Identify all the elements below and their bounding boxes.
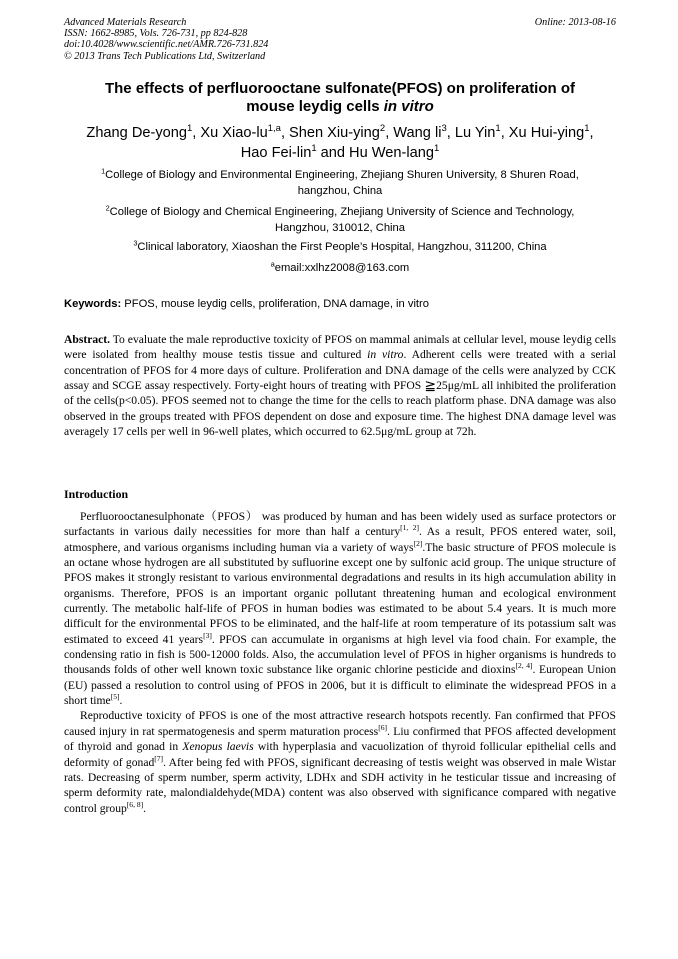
online-date: Online: 2013-08-16 — [534, 17, 616, 28]
intro-text: . European Union (EU) passed a resolution to control using of PFOS in 2006, but it is difficult to eliminate the widespread PFOS in a short time — [64, 663, 616, 708]
intro-text: . PFOS can accumulate in organisms at high level via food chain. For example, the condensing ratio in fish is 500-12000 folds. Also, the accumulation level of PFOS in higher organisms is hundreds to thousands folds of other well known toxic substance like organic chlorine pesticide and dioxins — [64, 632, 616, 677]
author-name: , Lu Yin — [446, 125, 496, 141]
author-name: Zhang De-yong — [86, 125, 188, 141]
author-name: , Shen Xiu-ying — [280, 125, 380, 141]
species-italic: Xenopus laevis — [182, 740, 254, 754]
keywords — [64, 297, 624, 312]
citation: [7] — [154, 753, 164, 763]
author-sup: 1 — [311, 142, 317, 154]
author-sup: 2 — [379, 123, 386, 135]
author-sup: 1 — [584, 123, 590, 135]
affiliation-sup: 2 — [105, 203, 110, 213]
abstract-text: 25μg/mL all inhibited the proliferation of the cells(p<0.05). PFOS seemed not to change the time for the cells to reach platform phase. DNA damage was also observed in the groups treated with PFOS dependent on dose and exposure time. The highest DNA damage level was averagely 17 cells per well in 96-well plates, which occurred to 62.5μg/mL group at 72h. — [64, 379, 616, 439]
title-line-2 — [64, 98, 616, 116]
affiliation-2 — [64, 205, 616, 236]
author-line-1 — [50, 124, 630, 144]
title-in-vitro: in vitro — [383, 98, 434, 115]
citation: [2, 4] — [515, 661, 533, 671]
affiliation-text: Clinical laboratory, Xiaoshan the First People’s Hospital, Hangzhou, 311200, China — [137, 241, 547, 253]
author-name: , Xu Hui-ying — [500, 125, 585, 141]
author-sup: 1,a — [267, 123, 281, 135]
citation: [6] — [378, 722, 387, 732]
contact-email — [64, 261, 616, 277]
author-separator: , — [589, 125, 594, 141]
citation: [5] — [110, 692, 120, 702]
affiliation-sup: 1 — [101, 166, 106, 176]
intro-text: Reproductive toxicity of PFOS is one of the most attractive research hotspots recently. Fan confirmed that PFOS caused injury in rat spermatogenesis and sperm maturation process — [64, 709, 616, 738]
affiliation-1 — [64, 168, 616, 199]
author-sup: 1 — [495, 123, 501, 135]
introduction-body — [64, 509, 616, 816]
keywords-text: PFOS, mouse leydig cells, proliferation, DNA damage, in vitro — [121, 298, 429, 310]
abstract-text: . Adherent cells were treated with a serial concentration of PFOS for 4 more days of culture. Proliferation and DNA damage of the cells were analyzed by CCK assay and SCGE assay respectively. Forty-eight hours of treating with PFOS — [64, 348, 617, 393]
affiliation-text: Hangzhou, 310012, China — [274, 221, 405, 234]
abstract — [64, 332, 616, 439]
abstract-text: To evaluate the male reproductive toxicity of PFOS on mammal animals at cellular level, mouse leydig cells were isolated from healthy mouse testis tissue and cultured — [64, 333, 616, 362]
author-name: and Hu Wen-lang — [316, 144, 434, 161]
intro-text: . — [143, 801, 147, 815]
citation: [6, 8] — [126, 799, 144, 809]
journal-name: Advanced Materials Research — [64, 17, 187, 28]
author-sup: 1 — [187, 123, 193, 135]
intro-text: .The basic structure of PFOS molecule is an octane whose hydrogen are all substituted by sufluorine except one by sulfonic acid group. The unique structure of PFOS makes it strongly resistant to various environmental degradations and results in its high accumulation ability in organisms. Therefore, PFOS is an important organic pollutant threatening human and ecological environment currently. The metabolic half-life of PFOS in human bodies was estimated to be about 5.4 years. It is much more difficult for the environmental PFOS to be eliminated, and the half-life at room temperature of its potassium salt was estimated to exceed 41 years — [64, 540, 616, 646]
affiliation-text: hangzhou, China — [297, 184, 383, 197]
introduction-heading: Introduction — [64, 487, 129, 501]
geq-symbol: ≧ — [424, 379, 437, 395]
intro-text: with hyperplasia and vacuolization of thyroid follicular epithelial cells and deformity of gonad — [64, 740, 616, 769]
author-list — [50, 124, 630, 163]
keywords-label: Keywords: — [64, 298, 122, 310]
intro-paragraph-2 — [64, 708, 616, 815]
intro-text: . Liu confirmed that PFOS affected development of thyroid and gonad in — [64, 724, 616, 754]
author-name: , Xu Xiao-lu — [192, 125, 268, 141]
citation: [3] — [203, 630, 212, 640]
affiliation-text: College of Biology and Chemical Engineering, Zhejiang University of Science and Technology, — [109, 206, 575, 218]
affiliation-text: College of Biology and Environmental Engineering, Zhejiang Shuren University, 8 Shuren Road, — [105, 169, 579, 181]
author-name: Hao Fei-lin — [240, 144, 312, 161]
affiliation-sup: 3 — [133, 238, 138, 248]
title-line-2-text: mouse leydig cells — [246, 98, 384, 115]
journal-copyright: © 2013 Trans Tech Publications Ltd, Switzerland — [64, 50, 266, 62]
author-line-2 — [50, 144, 630, 164]
journal-issn: ISSN: 1662-8985, Vols. 726-731, pp 824-828 — [64, 28, 248, 40]
paper-title — [64, 80, 616, 116]
author-sup: 1 — [433, 142, 440, 154]
journal-header — [64, 17, 616, 62]
citation: [1, 2] — [400, 523, 420, 533]
title-line-1: The effects of perfluorooctane sulfonate(PFOS) on proliferation of — [104, 80, 576, 97]
abstract-label: Abstract. — [64, 333, 111, 346]
citation: [2] — [413, 538, 423, 548]
abstract-italic: in vitro — [367, 348, 404, 362]
intro-text: . As a result, PFOS entered water, soil, atmosphere, and various organisms including human via a variety of ways — [64, 525, 616, 554]
author-sup: 3 — [441, 123, 447, 135]
author-name: , Wang li — [385, 125, 442, 141]
intro-paragraph-1 — [64, 509, 616, 708]
intro-text: Perfluorooctanesulphonate（PFOS） was produced by human and has been widely used as surface protectors or surfactants in various daily necessities for more than half a century — [64, 510, 616, 539]
email-sup: a — [270, 259, 275, 269]
intro-text: . After being fed with PFOS, significant decreasing of testis weight was observed in male Wistar rats. Decreasing of sperm number, sperm activity, LDHx and SDH activity in he testicular tissue and increasing of sperm deformity rate, malondialdehyde(MDA) content was also observed with significance compared with negative control group — [64, 755, 616, 815]
journal-doi: doi:10.4028/www.scientific.net/AMR.726-731.824 — [64, 39, 269, 51]
email-text: email:xxlhz2008@163.com — [274, 262, 410, 274]
affiliation-3 — [64, 240, 616, 256]
intro-text: . — [119, 694, 123, 708]
